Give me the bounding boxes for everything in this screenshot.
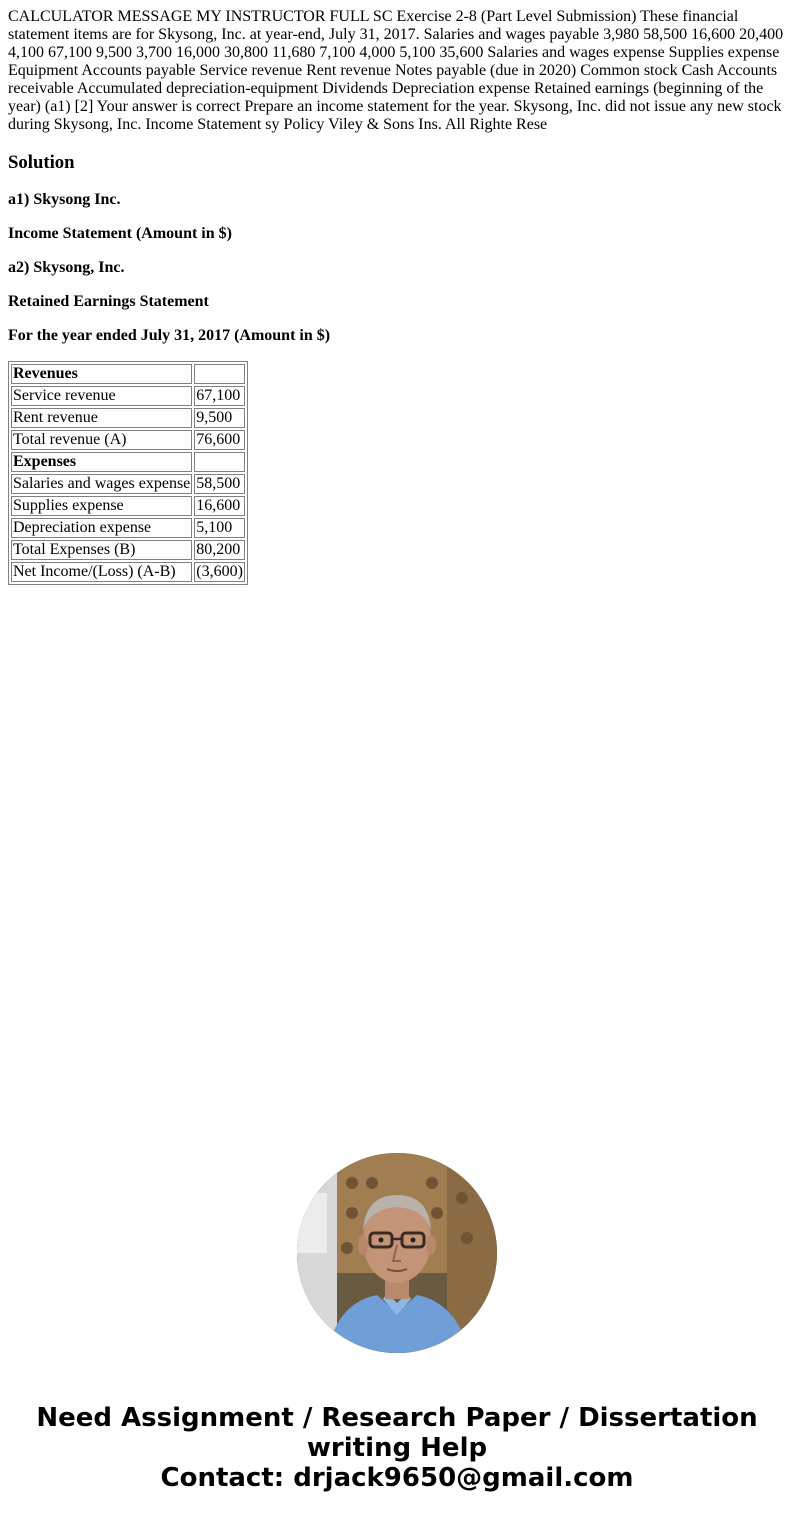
row-amount: 76,600 xyxy=(194,430,245,450)
row-label: Rent revenue xyxy=(11,408,192,428)
row-amount: 58,500 xyxy=(194,474,245,494)
row-amount xyxy=(194,364,245,384)
income-statement-table xyxy=(8,361,248,585)
row-amount: 67,100 xyxy=(194,386,245,406)
a1-company: a1) Skysong Inc. xyxy=(8,191,121,208)
row-label: Service revenue xyxy=(11,386,192,406)
row-amount: 9,500 xyxy=(194,408,245,428)
row-amount: 16,600 xyxy=(194,496,245,516)
table-row xyxy=(11,562,245,582)
a2-company: a2) Skysong, Inc. xyxy=(8,259,125,276)
question-text: CALCULATOR MESSAGE MY INSTRUCTOR FULL SC Exercise 2-8 (Part Level Submission) These financial statement items are for Skysong, Inc. at year-end, July 31, 2017. Salaries and wages payable 3,980 58,500 16,600 20,400 4,100 67,100 9,500 3,700 16,000 30,800 11,680 7,100 4,000 5,100 35,600 Salaries and wages expense Supplies expense Equipment Accounts payable Service revenue Rent revenue Notes payable (due in 2020) Common stock Cash Accounts receivable Accumulated depreciation-equipment Dividends Depreciation expense Retained earnings (beginning of the year) (a1) [2] Your answer is correct Prepare an income statement for the year. Skysong, Inc. did not issue any new stock during Skysong, Inc. Income Statement sy Policy Viley & Sons Ins. All Righte Rese xyxy=(8,8,784,133)
row-label: Expenses xyxy=(11,452,192,472)
solution-heading: Solution xyxy=(8,152,75,173)
row-label: Depreciation expense xyxy=(11,518,192,538)
row-amount: (3,600) xyxy=(196,563,243,580)
table-row xyxy=(11,540,245,560)
a2-statement-title: Retained Earnings Statement xyxy=(8,293,209,310)
promo-banner xyxy=(0,1403,794,1493)
row-label: Total revenue (A) xyxy=(11,430,192,450)
table-row xyxy=(11,386,245,406)
table-row xyxy=(11,430,245,450)
table-row xyxy=(11,518,245,538)
table-row xyxy=(11,408,245,428)
row-label: Total Expenses (B) xyxy=(11,540,192,560)
table-row xyxy=(11,364,245,384)
row-amount xyxy=(194,452,245,472)
row-label: Revenues xyxy=(11,364,192,384)
a1-statement-title: Income Statement (Amount in $) xyxy=(8,225,232,242)
promo-line-1: Need Assignment / Research Paper / Dissertation xyxy=(36,1403,758,1433)
row-amount: 80,200 xyxy=(194,540,245,560)
table-row xyxy=(11,496,245,516)
row-amount: 5,100 xyxy=(194,518,245,538)
statement-period: For the year ended July 31, 2017 (Amount in $) xyxy=(8,327,331,344)
author-avatar xyxy=(297,1153,497,1353)
person-photo-icon xyxy=(297,1153,497,1353)
promo-contact: Contact: drjack9650@gmail.com xyxy=(160,1463,634,1493)
row-label: Salaries and wages expense xyxy=(13,475,191,492)
page-content xyxy=(0,0,794,585)
promo-line-2: writing Help xyxy=(306,1433,488,1463)
row-label: Supplies expense xyxy=(11,496,192,516)
table-row xyxy=(11,452,245,472)
row-label: Net Income/(Loss) (A-B) xyxy=(11,562,192,582)
table-row xyxy=(11,474,245,494)
